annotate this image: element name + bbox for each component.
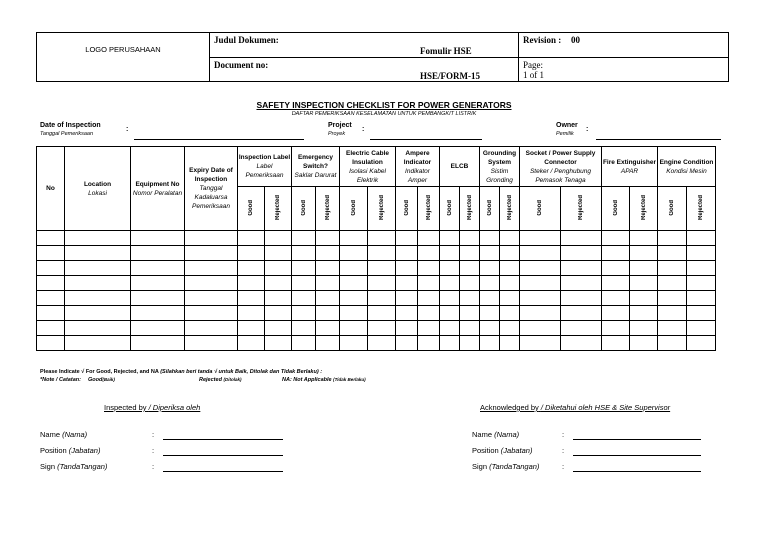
inspected-by-heading: Inspected by / Diperiksa oleh — [104, 403, 201, 412]
table-cell[interactable] — [440, 291, 460, 306]
table-cell[interactable] — [520, 291, 561, 306]
table-cell[interactable] — [658, 231, 687, 246]
company-logo-placeholder: LOGO PERUSAHAAN — [85, 45, 161, 54]
table-cell[interactable] — [396, 291, 418, 306]
table-cell[interactable] — [440, 231, 460, 246]
col-rejected: Rejected — [316, 187, 340, 231]
table-cell[interactable] — [658, 321, 687, 336]
name-label-left: Name (Nama) — [40, 430, 88, 439]
table-cell[interactable] — [185, 321, 238, 336]
table-cell[interactable] — [316, 291, 340, 306]
sign-input-left[interactable] — [163, 471, 283, 472]
table-cell[interactable] — [37, 246, 65, 261]
table-cell[interactable] — [65, 276, 131, 291]
page-value: 1 of 1 — [523, 70, 544, 80]
table-cell[interactable] — [368, 231, 396, 246]
table-cell[interactable] — [131, 246, 185, 261]
table-cell[interactable] — [658, 291, 687, 306]
table-row — [37, 321, 716, 336]
table-cell[interactable] — [460, 306, 480, 321]
table-cell[interactable] — [37, 321, 65, 336]
table-cell[interactable] — [396, 321, 418, 336]
table-cell[interactable] — [238, 336, 265, 351]
table-cell[interactable] — [265, 291, 292, 306]
sign-label-right: Sign (TandaTangan) — [472, 462, 540, 471]
table-cell[interactable] — [440, 246, 460, 261]
table-cell[interactable] — [396, 336, 418, 351]
table-cell[interactable] — [630, 276, 658, 291]
table-cell[interactable] — [440, 306, 460, 321]
table-cell[interactable] — [602, 276, 630, 291]
table-cell[interactable] — [687, 291, 716, 306]
table-cell[interactable] — [561, 246, 602, 261]
document-number-value: HSE/FORM-15 — [420, 71, 480, 81]
group-grounding: Grounding System Sistim Gronding — [480, 147, 520, 187]
table-cell[interactable] — [316, 276, 340, 291]
table-cell[interactable] — [131, 321, 185, 336]
owner-input[interactable] — [596, 139, 721, 140]
table-cell[interactable] — [340, 336, 368, 351]
date-input[interactable] — [134, 139, 304, 140]
table-cell[interactable] — [316, 261, 340, 276]
group-emergency-switch: Emergency Switch? Saklar Darurat — [292, 147, 340, 187]
table-cell[interactable] — [65, 231, 131, 246]
table-row — [37, 336, 716, 351]
table-cell[interactable] — [687, 231, 716, 246]
sign-input-right[interactable] — [573, 471, 701, 472]
table-cell[interactable] — [65, 336, 131, 351]
table-cell[interactable] — [396, 246, 418, 261]
table-cell[interactable] — [37, 276, 65, 291]
table-cell[interactable] — [292, 261, 316, 276]
table-cell[interactable] — [396, 261, 418, 276]
table-cell[interactable] — [418, 336, 440, 351]
table-cell[interactable] — [37, 306, 65, 321]
table-cell[interactable] — [65, 261, 131, 276]
revision-label: Revision : — [523, 35, 562, 45]
col-good: Good — [520, 187, 561, 231]
table-cell[interactable] — [460, 291, 480, 306]
table-cell[interactable] — [238, 321, 265, 336]
table-cell[interactable] — [185, 336, 238, 351]
table-cell[interactable] — [630, 321, 658, 336]
table-cell[interactable] — [460, 261, 480, 276]
group-engine-condition: Engine Condition Kondisi Mesin — [658, 147, 716, 187]
table-cell[interactable] — [185, 291, 238, 306]
table-cell[interactable] — [418, 321, 440, 336]
table-cell[interactable] — [500, 321, 520, 336]
table-cell[interactable] — [185, 246, 238, 261]
document-header — [36, 32, 729, 82]
table-cell[interactable] — [500, 231, 520, 246]
table-cell[interactable] — [368, 246, 396, 261]
table-cell[interactable] — [561, 261, 602, 276]
table-cell[interactable] — [418, 306, 440, 321]
table-cell[interactable] — [396, 276, 418, 291]
project-label: Project — [328, 122, 352, 129]
col-rejected: Rejected — [265, 187, 292, 231]
table-cell[interactable] — [630, 231, 658, 246]
table-cell[interactable] — [520, 276, 561, 291]
table-cell[interactable] — [185, 231, 238, 246]
table-cell[interactable] — [480, 231, 500, 246]
table-cell[interactable] — [440, 276, 460, 291]
table-cell[interactable] — [561, 291, 602, 306]
table-cell[interactable] — [65, 306, 131, 321]
table-cell[interactable] — [185, 261, 238, 276]
table-cell[interactable] — [131, 306, 185, 321]
table-cell[interactable] — [561, 231, 602, 246]
table-cell[interactable] — [316, 336, 340, 351]
group-elcb: ELCB — [440, 147, 480, 187]
table-cell[interactable] — [460, 321, 480, 336]
table-cell[interactable] — [238, 276, 265, 291]
project-sublabel: Proyek — [328, 131, 346, 137]
table-cell[interactable] — [520, 246, 561, 261]
table-cell[interactable] — [460, 246, 480, 261]
col-good: Good — [396, 187, 418, 231]
sign-label-left: Sign (TandaTangan) — [40, 462, 108, 471]
table-cell[interactable] — [602, 336, 630, 351]
owner-sublabel: Pemilik — [556, 131, 574, 137]
owner-label: Owner — [556, 122, 578, 129]
table-cell[interactable] — [460, 276, 480, 291]
table-cell[interactable] — [460, 336, 480, 351]
table-cell[interactable] — [602, 231, 630, 246]
col-good: Good — [238, 187, 265, 231]
table-cell[interactable] — [238, 246, 265, 261]
table-cell[interactable] — [265, 306, 292, 321]
table-cell[interactable] — [630, 306, 658, 321]
table-cell[interactable] — [340, 306, 368, 321]
table-cell[interactable] — [658, 246, 687, 261]
page-label: Page: — [523, 60, 543, 70]
table-cell[interactable] — [292, 246, 316, 261]
table-cell[interactable] — [65, 321, 131, 336]
col-location: Location Lokasi — [65, 147, 131, 231]
table-cell[interactable] — [658, 276, 687, 291]
table-cell[interactable] — [561, 306, 602, 321]
table-cell[interactable] — [340, 246, 368, 261]
table-cell[interactable] — [340, 276, 368, 291]
table-cell[interactable] — [37, 336, 65, 351]
table-cell[interactable] — [630, 246, 658, 261]
table-cell[interactable] — [368, 321, 396, 336]
table-cell[interactable] — [418, 231, 440, 246]
table-cell[interactable] — [292, 336, 316, 351]
col-no: No — [37, 147, 65, 231]
table-cell[interactable] — [480, 291, 500, 306]
table-cell[interactable] — [185, 306, 238, 321]
table-cell[interactable] — [500, 276, 520, 291]
group-ampere-indicator: Ampere Indicator Indikator Amper — [396, 147, 440, 187]
table-cell[interactable] — [480, 246, 500, 261]
table-cell[interactable] — [658, 306, 687, 321]
table-cell[interactable] — [630, 336, 658, 351]
table-cell[interactable] — [520, 306, 561, 321]
table-cell[interactable] — [687, 276, 716, 291]
col-equipment: Equipment No Nomor Peralatan — [131, 147, 185, 231]
table-cell[interactable] — [316, 246, 340, 261]
table-cell[interactable] — [131, 231, 185, 246]
table-cell[interactable] — [460, 231, 480, 246]
table-cell[interactable] — [131, 261, 185, 276]
date-sublabel: Tanggal Pemeriksaan — [40, 131, 93, 137]
table-cell[interactable] — [480, 261, 500, 276]
table-cell[interactable] — [602, 246, 630, 261]
name-input-left[interactable] — [163, 439, 283, 440]
revision-value: 00 — [571, 35, 580, 45]
table-cell[interactable] — [520, 336, 561, 351]
date-label: Date of Inspection — [40, 122, 101, 129]
table-cell[interactable] — [316, 231, 340, 246]
table-cell[interactable] — [520, 261, 561, 276]
position-label-left: Position (Jabatan) — [40, 446, 101, 455]
col-rejected: Rejected — [687, 187, 716, 231]
table-cell[interactable] — [418, 291, 440, 306]
table-cell[interactable] — [480, 321, 500, 336]
project-input[interactable] — [370, 139, 482, 140]
table-row — [37, 231, 716, 246]
table-cell[interactable] — [561, 276, 602, 291]
table-cell[interactable] — [602, 261, 630, 276]
col-rejected: Rejected — [418, 187, 440, 231]
table-cell[interactable] — [500, 261, 520, 276]
table-cell[interactable] — [238, 306, 265, 321]
table-cell[interactable] — [440, 321, 460, 336]
table-cell[interactable] — [687, 321, 716, 336]
table-cell[interactable] — [37, 291, 65, 306]
table-cell[interactable] — [687, 261, 716, 276]
table-cell[interactable] — [440, 261, 460, 276]
table-cell[interactable] — [368, 336, 396, 351]
table-cell[interactable] — [368, 276, 396, 291]
table-cell[interactable] — [265, 321, 292, 336]
table-cell[interactable] — [292, 276, 316, 291]
table-cell[interactable] — [480, 336, 500, 351]
table-cell[interactable] — [687, 306, 716, 321]
table-cell[interactable] — [630, 291, 658, 306]
col-good: Good — [440, 187, 460, 231]
table-cell[interactable] — [418, 261, 440, 276]
table-cell[interactable] — [37, 261, 65, 276]
table-cell[interactable] — [630, 261, 658, 276]
table-cell[interactable] — [340, 231, 368, 246]
document-number-label: Document no: — [214, 60, 269, 70]
table-cell[interactable] — [316, 306, 340, 321]
col-good: Good — [292, 187, 316, 231]
table-cell[interactable] — [368, 261, 396, 276]
col-rejected: Rejected — [368, 187, 396, 231]
table-cell[interactable] — [292, 306, 316, 321]
table-cell[interactable] — [561, 336, 602, 351]
col-expiry: Expiry Date of Inspection Tanggal Kadaluarsa Pemeriksaan — [185, 147, 238, 231]
table-cell[interactable] — [602, 291, 630, 306]
table-cell[interactable] — [265, 261, 292, 276]
table-cell[interactable] — [131, 276, 185, 291]
table-cell[interactable] — [368, 306, 396, 321]
table-cell[interactable] — [265, 231, 292, 246]
col-good: Good — [480, 187, 500, 231]
table-cell[interactable] — [396, 231, 418, 246]
table-cell[interactable] — [520, 321, 561, 336]
table-cell[interactable] — [396, 306, 418, 321]
col-rejected: Rejected — [460, 187, 480, 231]
acknowledged-by-heading: Acknowledged by / Diketahui oleh HSE & Site Supervisor — [480, 403, 671, 412]
table-row — [37, 246, 716, 261]
col-rejected: Rejected — [561, 187, 602, 231]
table-cell[interactable] — [500, 306, 520, 321]
document-title-label: Judul Dokumen: — [214, 35, 279, 45]
col-good: Good — [658, 187, 687, 231]
table-cell[interactable] — [520, 231, 561, 246]
table-row — [37, 276, 716, 291]
table-cell[interactable] — [185, 276, 238, 291]
table-cell[interactable] — [602, 321, 630, 336]
col-rejected: Rejected — [630, 187, 658, 231]
table-cell[interactable] — [65, 291, 131, 306]
name-input-right[interactable] — [573, 439, 701, 440]
table-cell[interactable] — [658, 261, 687, 276]
table-cell[interactable] — [480, 306, 500, 321]
table-cell[interactable] — [500, 246, 520, 261]
col-rejected: Rejected — [500, 187, 520, 231]
table-cell[interactable] — [316, 321, 340, 336]
table-cell[interactable] — [340, 321, 368, 336]
instruction-note: Please Indicate √ For Good, Rejected, and NA (Silahkan beri tanda √ untuk Baik, Ditolak dan Tidak Berlaku) : — [40, 369, 323, 375]
table-cell[interactable] — [687, 336, 716, 351]
table-cell[interactable] — [238, 231, 265, 246]
table-cell[interactable] — [602, 306, 630, 321]
table-cell[interactable] — [440, 336, 460, 351]
table-cell[interactable] — [340, 261, 368, 276]
col-good: Good — [340, 187, 368, 231]
table-cell[interactable] — [480, 276, 500, 291]
group-inspection-label: Inspection Label Label Pemeriksaan — [238, 147, 292, 187]
inspection-table — [36, 146, 716, 351]
table-cell[interactable] — [418, 246, 440, 261]
table-cell[interactable] — [37, 231, 65, 246]
col-good: Good — [602, 187, 630, 231]
table-cell[interactable] — [340, 291, 368, 306]
table-row — [37, 291, 716, 306]
document-title-value: Fomulir HSE — [420, 46, 472, 56]
group-fire-extinguisher: Fire Extinguisher APAR — [602, 147, 658, 187]
form-title: SAFETY INSPECTION CHECKLIST FOR POWER GENERATORS — [256, 100, 512, 110]
table-cell[interactable] — [65, 246, 131, 261]
table-cell[interactable] — [292, 321, 316, 336]
table-cell[interactable] — [292, 291, 316, 306]
position-input-right[interactable] — [573, 455, 701, 456]
table-cell[interactable] — [500, 336, 520, 351]
table-cell[interactable] — [238, 261, 265, 276]
group-socket: Socket / Power Supply Connector Steker / Penghubung Pemasok Tenaga — [520, 147, 602, 187]
table-cell[interactable] — [265, 246, 292, 261]
table-cell[interactable] — [131, 291, 185, 306]
table-cell[interactable] — [500, 291, 520, 306]
table-cell[interactable] — [418, 276, 440, 291]
group-cable-insulation: Electric Cable Insulation Isolasi Kabel Elektrik — [340, 147, 396, 187]
table-cell[interactable] — [658, 336, 687, 351]
name-label-right: Name (Nama) — [472, 430, 520, 439]
table-row — [37, 261, 716, 276]
table-cell[interactable] — [368, 291, 396, 306]
table-row — [37, 306, 716, 321]
table-cell[interactable] — [687, 246, 716, 261]
position-input-left[interactable] — [163, 455, 283, 456]
table-cell[interactable] — [561, 321, 602, 336]
table-cell[interactable] — [238, 291, 265, 306]
form-subtitle: DAFTAR PEMERIKSAAN KESELAMATAN UNTUK PEMBANGKIT LISTRIK — [291, 111, 477, 117]
position-label-right: Position (Jabatan) — [472, 446, 533, 455]
table-cell[interactable] — [131, 336, 185, 351]
table-cell[interactable] — [265, 336, 292, 351]
table-cell[interactable] — [265, 276, 292, 291]
table-cell[interactable] — [292, 231, 316, 246]
